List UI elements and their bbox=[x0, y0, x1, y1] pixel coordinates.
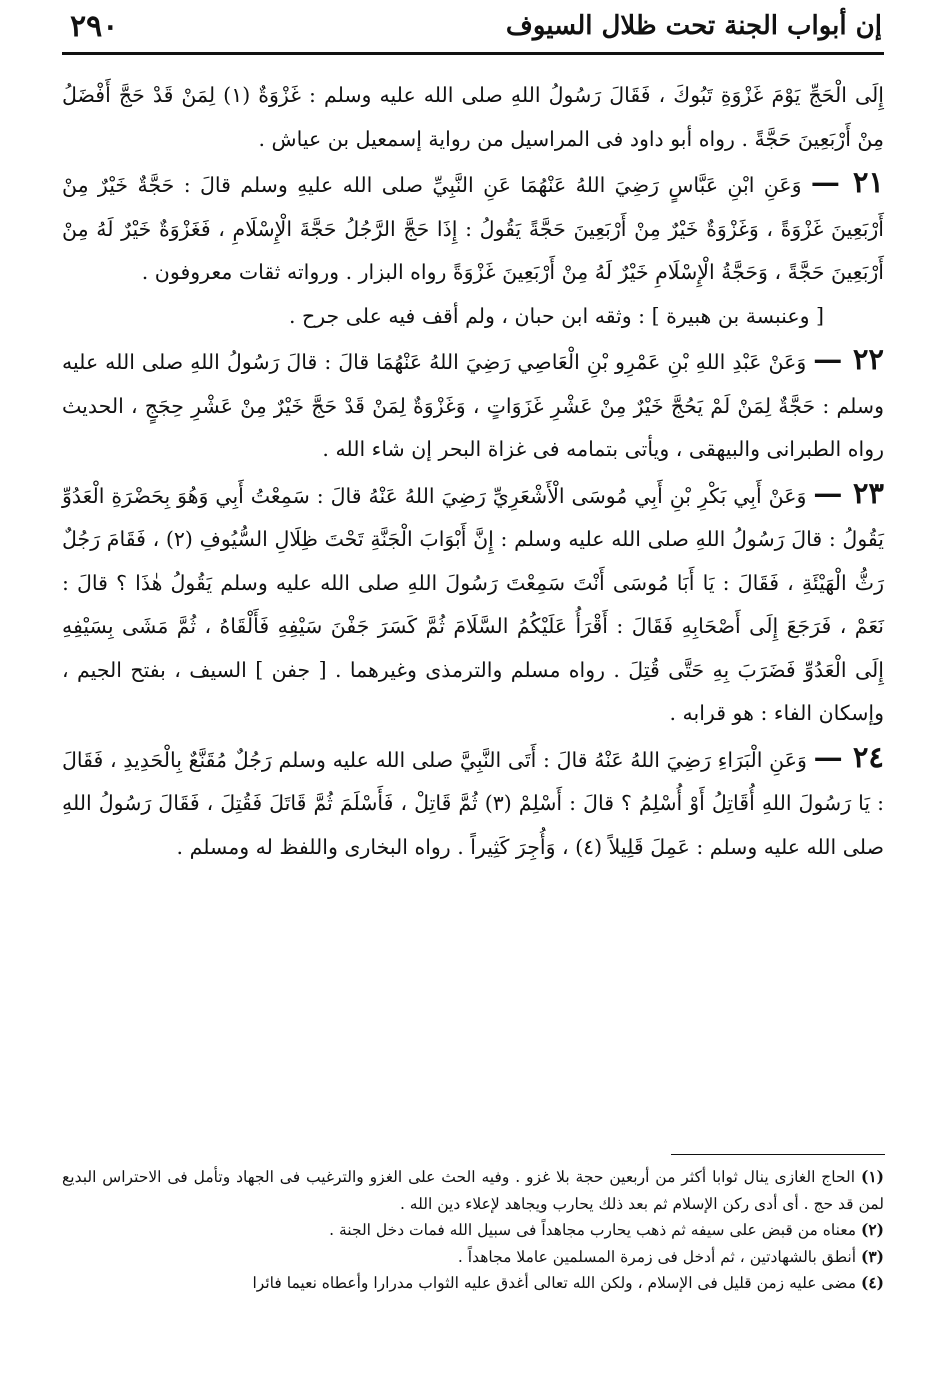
footnotes bbox=[62, 1164, 884, 1297]
hadith-24 bbox=[62, 736, 884, 870]
paragraph-continuation: إِلَى الْحَجِّ يَوْمَ غَزْوَةِ تَبُوكَ ، فَقَالَ رَسُولُ اللهِ صلى الله عليه وسلم : غَزْوَةٌ (١) لِمَنْ قَدْ حَجَّ أَفْضَلُ مِنْ أَرْبَعِينَ حَجَّةً . رواه أبو داود فى المراسيل من رواية إسمعيل بن عياش . bbox=[62, 83, 884, 151]
footnote-text: مضى عليه زمن قليل فى الإسلام ، ولكن الله تعالى أغدق عليه الثواب مدرارا وأعطاه نعيما فائرا bbox=[252, 1274, 857, 1292]
footnote-3 bbox=[62, 1244, 884, 1271]
hadith-text: وَعَنِ الْبَرَاءِ رَضِيَ اللهُ عَنْهُ قالَ : أَتَى النَّبِيَّ صلى الله عليه وسلم رَجُلٌ مُقَنَّعٌ بِالْحَدِيدِ ، فَقَالَ : يَا رَسُولَ اللهِ أُقَاتِلُ أَوْ أُسْلِمُ ؟ قالَ : أَسْلِمْ (٣) ثُمَّ قَاتِلْ ، فَأَسْلَمَ ثُمَّ قَاتَلَ فَقُتِلَ ، فَقَالَ رَسُولُ اللهِ صلى الله عليه وسلم : عَمِلَ قَلِيلاً (٤) ، وَأُجِرَ كَثِيراً . رواه البخارى واللفظ له ومسلم . bbox=[62, 747, 884, 859]
hadith-number: ٢١ — bbox=[810, 165, 884, 199]
running-title: إن أبواب الجنة تحت ظلال السيوف bbox=[505, 11, 882, 41]
hadith-22 bbox=[62, 338, 884, 472]
hadith-number: ٢٢ — bbox=[813, 342, 884, 376]
hadith-23 bbox=[62, 472, 884, 736]
footnote-4 bbox=[62, 1270, 884, 1297]
footnote-text: أنطق بالشهادتين ، ثم أدخل فى زمرة المسلمين عاملا مجاهداً . bbox=[457, 1247, 857, 1266]
footnote-mark: (٣) bbox=[860, 1246, 884, 1266]
hadith-21-note: [ وعنبسة بن هبيرة ] : وثقه ابن حبان ، ولم أقف فيه على جرح . bbox=[288, 303, 824, 328]
footnote-mark: (٤) bbox=[860, 1273, 884, 1292]
footnote-1 bbox=[62, 1164, 884, 1217]
hadith-number: ٢٤ — bbox=[813, 739, 884, 774]
footnote-text: معناه من قبض على سيفه ثم ذهب يحارب مجاهداً فى سبيل الله فمات دخل الجنة . bbox=[329, 1221, 857, 1239]
hadith-text: وَعَنْ أَبِي بَكْرِ بْنِ أَبِي مُوسَى الْأَشْعَرِيِّ رَضِيَ اللهُ عَنْهُ قالَ : سَمِعْتُ أَبِي وَهُوَ بِحَضْرَةِ الْعَدُوِّ يَقُولُ : قالَ رَسُولُ اللهِ صلى الله عليه وسلم : إِنَّ أَبْوَابَ الْجَنَّةِ تَحْتَ ظِلَالِ السُّيُوفِ (٢) ، فَقَامَ رَجُلٌ رَثُّ الْهَيْئَةِ ، فَقَالَ : يَا أَبَا مُوسَى أَنْتَ سَمِعْتَ رَسُولَ اللهِ صلى الله عليه وسلم يَقُولُ هٰذَا ؟ قالَ : نَعَمْ ، فَرَجَعَ إِلَى أَصْحَابِهِ فَقَالَ : أَقْرَأُ عَلَيْكُمُ السَّلَامَ ثُمَّ كَسَرَ جَفْنَ سَيْفِهِ فَأَلْقَاهُ ، ثُمَّ مَشَى بِسَيْفِهِ إِلَى الْعَدُوِّ فَضَرَبَ بِهِ حَتَّى قُتِلَ . رواه مسلم والترمذى وغيرهما . bbox=[62, 483, 884, 682]
hadith-21 bbox=[62, 161, 884, 295]
footnote-text: الحاج الغازى ينال ثوابا أكثر من أربعين حجة بلا غزو . وفيه الحث على الغزو والترغيب فى الجهاد وتأمل فى الاحتراس البديع لمن قد حج . أى أدى ركن الإسلام ثم بعد ذلك يحارب ويجاهد لإعلاء دين الله . bbox=[62, 1168, 884, 1213]
footnote-rule bbox=[671, 1154, 885, 1155]
hadith-number: ٢٣ — bbox=[813, 475, 884, 510]
footnote-2 bbox=[62, 1217, 884, 1244]
footnote-mark: (٢) bbox=[860, 1220, 884, 1239]
hadith-text: وَعَنْ عَبْدِ اللهِ بْنِ عَمْرِو بْنِ الْعَاصِي رَضِيَ اللهُ عَنْهُمَا قالَ : قالَ رَسُولُ اللهِ صلى الله عليه وسلم : حَجَّةٌ لِمَنْ لَمْ يَحُجَّ خَيْرٌ مِنْ عَشْرِ غَزَوَاتٍ ، وَغَزْوَةٌ لِمَنْ قَدْ حَجَّ خَيْرٌ مِنْ عَشْرِ حِجَجٍ ، الحديث رواه الطبرانى والبيهقى ، ويأتى بتمامه فى غزاة البحر إن شاء الله . bbox=[62, 350, 884, 461]
hadith-text: وَعَنِ ابْنِ عَبَّاسٍ رَضِيَ اللهُ عَنْهُمَا عَنِ النَّبِيِّ صلى الله عليهِ وسلم قالَ : حَجَّةٌ خَيْرٌ مِنْ أَرْبَعِينَ غَزْوَةً ، وَغَزْوَةٌ خَيْرٌ مِنْ أَرْبَعِينَ حَجَّةً يَقُولُ : إِذَا حَجَّ الرَّجُلُ حَجَّةَ الْإِسْلَامِ ، فَغَزْوَةٌ خَيْرٌ لَهُ مِنْ أَرْبَعِينَ حَجَّةً ، وَحَجَّةُ الْإِسْلَامِ خَيْرٌ لَهُ مِنْ أَرْبَعِينَ غَزْوَةً رواه البزار . ورواته ثقات معروفون . bbox=[62, 173, 884, 284]
hadith-23-note: [ جفن ] السيف ، بفتح الجيم ، وإسكان الفاء : هو قرابه . bbox=[62, 657, 884, 725]
header-rule bbox=[62, 52, 884, 55]
page-header bbox=[70, 4, 882, 48]
page-number: ٢٩٠ bbox=[70, 8, 119, 44]
main-text bbox=[62, 74, 884, 869]
footnote-mark: (١) bbox=[860, 1167, 884, 1186]
